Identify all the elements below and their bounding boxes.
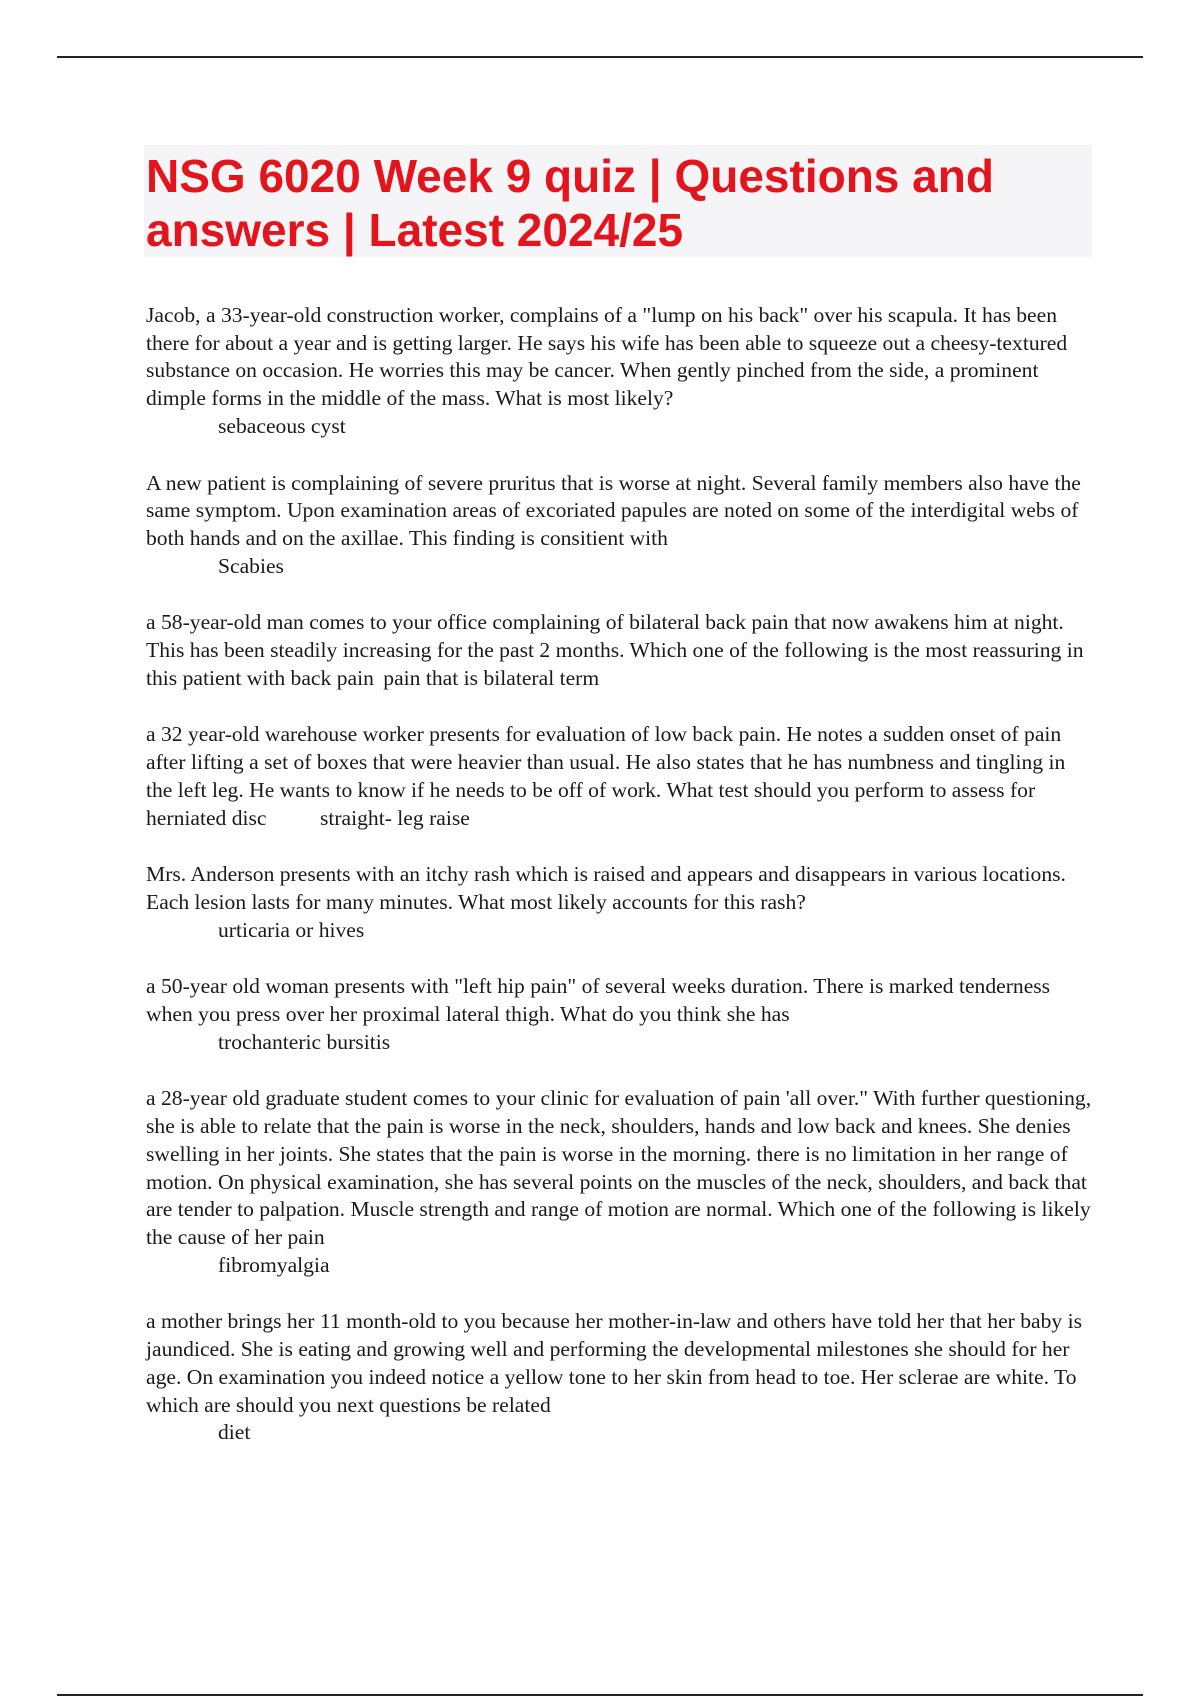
answer-text: urticaria or hives <box>218 917 365 942</box>
qa-item <box>146 1085 1094 1279</box>
question-text: Mrs. Anderson presents with an itchy rash which is raised and appears and disappears in various locations. Each lesion lasts for many minutes. What most likely accounts for this rash? <box>146 862 1066 914</box>
qa-item <box>146 973 1094 1056</box>
answer-text: Scabies <box>218 553 284 578</box>
answer-text: sebaceous cyst <box>218 413 346 438</box>
question-text: Jacob, a 33-year-old construction worker, complains of a "lump on his back" over his scapula. It has been there for about a year and is getting larger. He says his wife has been able to squeeze out a cheesy-textured substance on occasion. He worries this may be cancer. When gently pinched from the side, a prominent dimple forms in the middle of the mass. What is most likely? <box>146 303 1068 411</box>
question-text: a 50-year old woman presents with "left hip pain" of several weeks duration. There is marked tenderness when you press over her proximal lateral thigh. What do you think she has <box>146 974 1051 1027</box>
question-text: A new patient is complaining of severe pruritus that is worse at night. Several family members also have the same symptom. Upon examination areas of excoriated papules are noted on some of the interdigital webs of both hands and on the axillae. This finding is consitient with <box>146 470 1081 550</box>
answer-text: fibromyalgia <box>218 1252 330 1277</box>
top-rule <box>57 56 1143 58</box>
bottom-rule <box>57 1694 1143 1696</box>
question-text: a 32 year-old warehouse worker presents for evaluation of low back pain. He notes a sudden onset of pain after lifting a set of boxes that were heavier than usual. He also states that he has numbness and tingling in the left leg. He wants to know if he needs to be off of work. What test should you perform to assess for herniated disc <box>146 722 1066 830</box>
answer-text: diet <box>218 1420 251 1445</box>
answer-text: straight- leg raise <box>319 805 470 830</box>
page-title: NSG 6020 Week 9 quiz | Questions and answers | Latest 2024/25 <box>146 150 994 256</box>
answer-text: pain that is bilateral term <box>383 665 600 690</box>
qa-list <box>146 302 1094 1476</box>
answer-text: trochanteric bursitis <box>218 1029 391 1054</box>
title-banner <box>144 145 1092 257</box>
qa-item <box>146 609 1094 692</box>
qa-item <box>146 1308 1094 1447</box>
question-text: a 28-year old graduate student comes to your clinic for evaluation of pain 'all over." With further questioning, she is able to relate that the pain is worse in the neck, shoulders, hands and low back and knees. She denies swelling in her joints. She states that the pain is worse in the morning. there is no limitation in her range of motion. On physical examination, she has several points on the muscles of the neck, shoulders, and back that are tender to palpation. Muscle strength and range of motion are normal. Which one of the following is likely the cause of her pain <box>146 1086 1092 1249</box>
qa-item <box>146 302 1094 441</box>
qa-item <box>146 721 1094 832</box>
qa-item <box>146 861 1094 944</box>
question-text: a 58-year-old man comes to your office complaining of bilateral back pain that now awakens him at night. This has been steadily increasing for the past 2 months. Which one of the following is the most reassuring in this patient with back pain <box>146 610 1084 690</box>
question-text: a mother brings her 11 month-old to you because her mother-in-law and others have told her that her baby is jaundiced. She is eating and growing well and performing the developmental milestones she should for her age. On examination you indeed notice a yellow tone to her skin from head to toe. Her sclerae are white. To which are should you next questions be related <box>146 1309 1083 1417</box>
qa-item <box>146 470 1094 581</box>
